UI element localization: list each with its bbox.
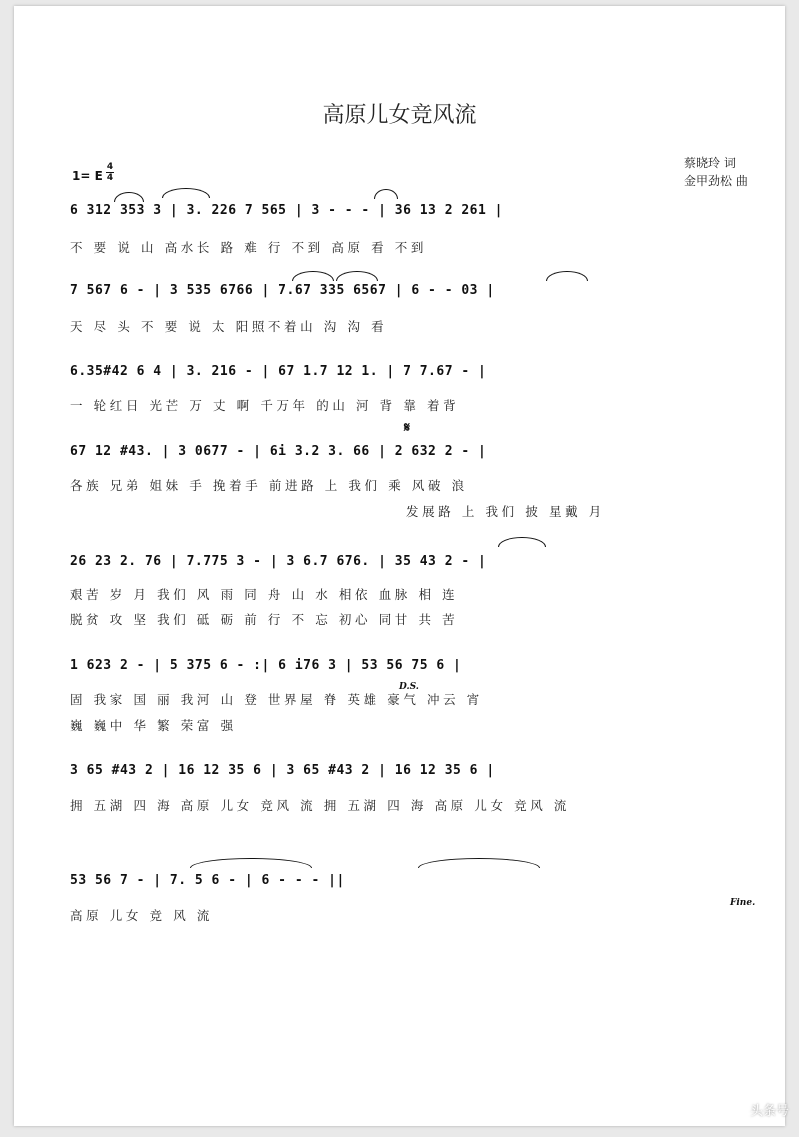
lyric-row-1: 不 要 说 山 高水长 路 难 行 不到 高原 看 不到 (70, 240, 428, 255)
lyric-row-6b: 巍 巍中 华 繁 荣富 强 (70, 718, 237, 733)
slur-arc (498, 537, 546, 547)
lyric-row-4b: 发展路 上 我们 披 星戴 月 (406, 504, 605, 519)
composer-credit: 金甲劲松 曲 (684, 174, 748, 188)
time-signature-bottom: 4 (106, 173, 114, 183)
lyric-row-5b: 脱贫 攻 坚 我们 砥 砺 前 行 不 忘 初心 同甘 共 苦 (70, 612, 459, 627)
lyricist-credit: 蔡晓玲 词 (684, 156, 736, 170)
lyric-row-8: 高原 儿女 竞 风 流 (70, 908, 213, 923)
slur-arc (292, 271, 334, 281)
watermark-text: 头条号 (749, 1104, 789, 1119)
slur-arc (374, 189, 398, 199)
ds-mark: D.S. (399, 682, 419, 692)
lyric-row-5a: 艰苦 岁 月 我们 风 雨 同 舟 山 水 相依 血脉 相 连 (70, 587, 459, 602)
notation-row-1: 6 312 353 3 | 3. 226 7 565 | 3 - - - | 36 13 2 261 | (70, 203, 503, 218)
tie-arc (418, 858, 540, 868)
lyric-row-7: 拥 五湖 四 海 高原 儿女 竞风 流 拥 五湖 四 海 高原 儿女 竞风 流 (70, 798, 571, 813)
notation-row-6: 1 623 2 - | 5 375 6 - :| 6 i76 3 | 53 56 75 6 | (70, 658, 462, 673)
slur-arc (162, 188, 210, 198)
notation-row-2: 7 567 6 - | 3 535 6766 | 7.67 335 6567 | 6 - - 03 | (70, 283, 495, 298)
notation-row-8: 53 56 7 - | 7. 5 6 - | 6 - - - || (70, 873, 345, 888)
lyric-row-3: 一 轮红日 光芒 万 丈 啊 千万年 的山 河 背 靠 着背 (70, 398, 460, 413)
slur-arc (114, 192, 144, 202)
time-signature-top: 4 (106, 162, 114, 172)
segno-mark: 𝄋 (404, 420, 411, 436)
fine-mark: Fine. (730, 898, 756, 908)
time-signature (106, 162, 114, 183)
tie-arc (190, 858, 312, 868)
lyric-row-6a: 固 我家 国 丽 我河 山 登 世界屋 脊 英雄 豪气 冲云 宵 (70, 692, 483, 707)
notation-row-7: 3 65 #43 2 | 16 12 35 6 | 3 65 #43 2 | 16 12 35 6 | (70, 763, 495, 778)
slur-arc (546, 271, 588, 281)
song-title: 高原儿女竞风流 (322, 103, 477, 128)
key-signature: 1= E (72, 169, 103, 183)
lyric-row-2: 天 尽 头 不 要 说 太 阳照不着山 沟 沟 看 (70, 319, 388, 334)
notation-row-5: 26 23 2. 76 | 7.775 3 - | 3 6.7 676. | 35 43 2 - | (70, 554, 487, 569)
slur-arc (336, 271, 378, 281)
lyric-row-4a: 各族 兄弟 姐妹 手 挽着手 前进路 上 我们 乘 风破 浪 (70, 478, 468, 493)
notation-row-3: 6.35#42 6 4 | 3. 216 - | 67 1.7 12 1. | 7 7.67 - | (70, 364, 487, 379)
sheet-page (14, 6, 785, 1126)
notation-row-4: 67 12 #43. | 3 0677 - | 6i 3.2 3. 66 | 2 632 2 - | (70, 444, 487, 459)
